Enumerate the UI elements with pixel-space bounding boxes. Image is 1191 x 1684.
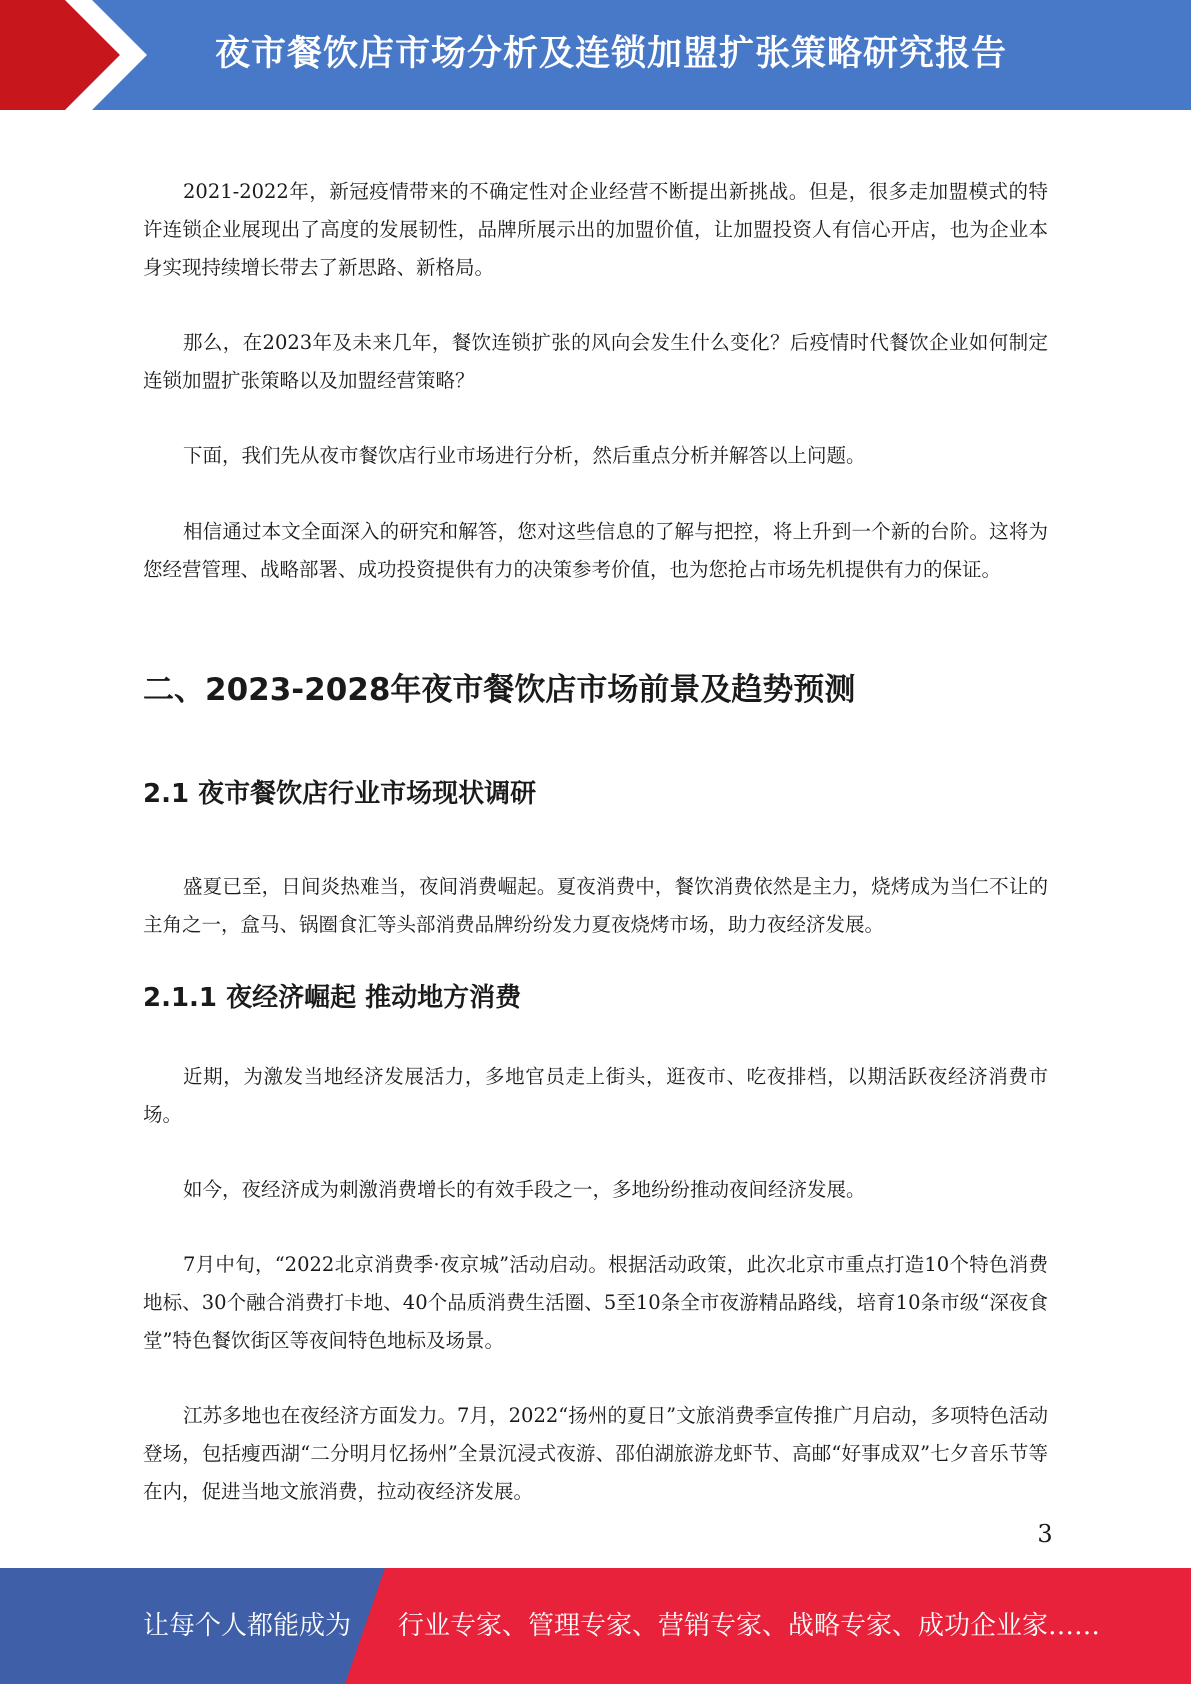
page-number: 3 [1037,1520,1053,1548]
intro-paragraph-4: 相信通过本文全面深入的研究和解答，您对这些信息的了解与把控，将上升到一个新的台阶。这将为您经营管理、战略部署、成功投资提供有力的决策参考价值，也为您抢占市场先机提供有力的保证。 [143,520,1048,581]
body-paragraph-4: 江苏多地也在夜经济方面发力。7月，2022“扬州的夏日”文旅消费季宣传推广月启动，多项特色活动登场，包括瘦西湖“二分明月忆扬州”全景沉浸式夜游、邵伯湖旅游龙虾节、高邮“好事成双”七夕音乐节等在内，促进当地文旅消费，拉动夜经济发展。 [143,1404,1048,1503]
intro-paragraph-3: 下面，我们先从夜市餐饮店行业市场进行分析，然后重点分析并解答以上问题。 [183,444,866,467]
subsection-paragraph: 盛夏已至，日间炎热难当，夜间消费崛起。夏夜消费中，餐饮消费依然是主力，烧烤成为当仁不让的主角之一，盒马、锅圈食汇等头部消费品牌纷纷发力夏夜烧烤市场，助力夜经济发展。 [143,875,1048,936]
intro-paragraph-1: 2021-2022年，新冠疫情带来的不确定性对企业经营不断提出新挑战。但是，很多走加盟模式的特许连锁企业展现出了高度的发展韧性，品牌所展示出的加盟价值，让加盟投资人有信心开店，也为企业本身实现持续增长带去了新思路、新格局。 [143,180,1048,279]
section-heading: 二、2023-2028年夜市餐饮店市场前景及趋势预测 [143,672,856,708]
report-title: 夜市餐饮店市场分析及连锁加盟扩张策略研究报告 [215,34,1008,74]
body-paragraph-2: 如今，夜经济成为刺激消费增长的有效手段之一，多地纷纷推动夜间经济发展。 [183,1178,866,1201]
footer-slogan-left: 让每个人都能成为 [143,1611,352,1641]
body-paragraph-1: 近期，为激发当地经济发展活力，多地官员走上街头，逛夜市、吃夜排档，以期活跃夜经济消费市场。 [143,1065,1048,1126]
intro-paragraph-2: 那么，在2023年及未来几年，餐饮连锁扩张的风向会发生什么变化？后疫情时代餐饮企业如何制定连锁加盟扩张策略以及加盟经营策略？ [143,331,1048,392]
subsection-heading: 2.1 夜市餐饮店行业市场现状调研 [143,779,537,809]
page-footer [0,1568,1191,1684]
subsubsection-heading: 2.1.1 夜经济崛起 推动地方消费 [143,983,522,1013]
body-paragraph-3: 7月中旬，“2022北京消费季·夜京城”活动启动。根据活动政策，此次北京市重点打造10个特色消费地标、30个融合消费打卡地、40个品质消费生活圈、5至10条全市夜游精品路线，培育10条市级“深夜食堂”特色餐饮街区等夜间特色地标及场景。 [143,1253,1048,1352]
page-header [0,0,1191,110]
footer-slogan-right: 行业专家、管理专家、营销专家、战略专家、成功企业家…… [398,1611,1101,1641]
